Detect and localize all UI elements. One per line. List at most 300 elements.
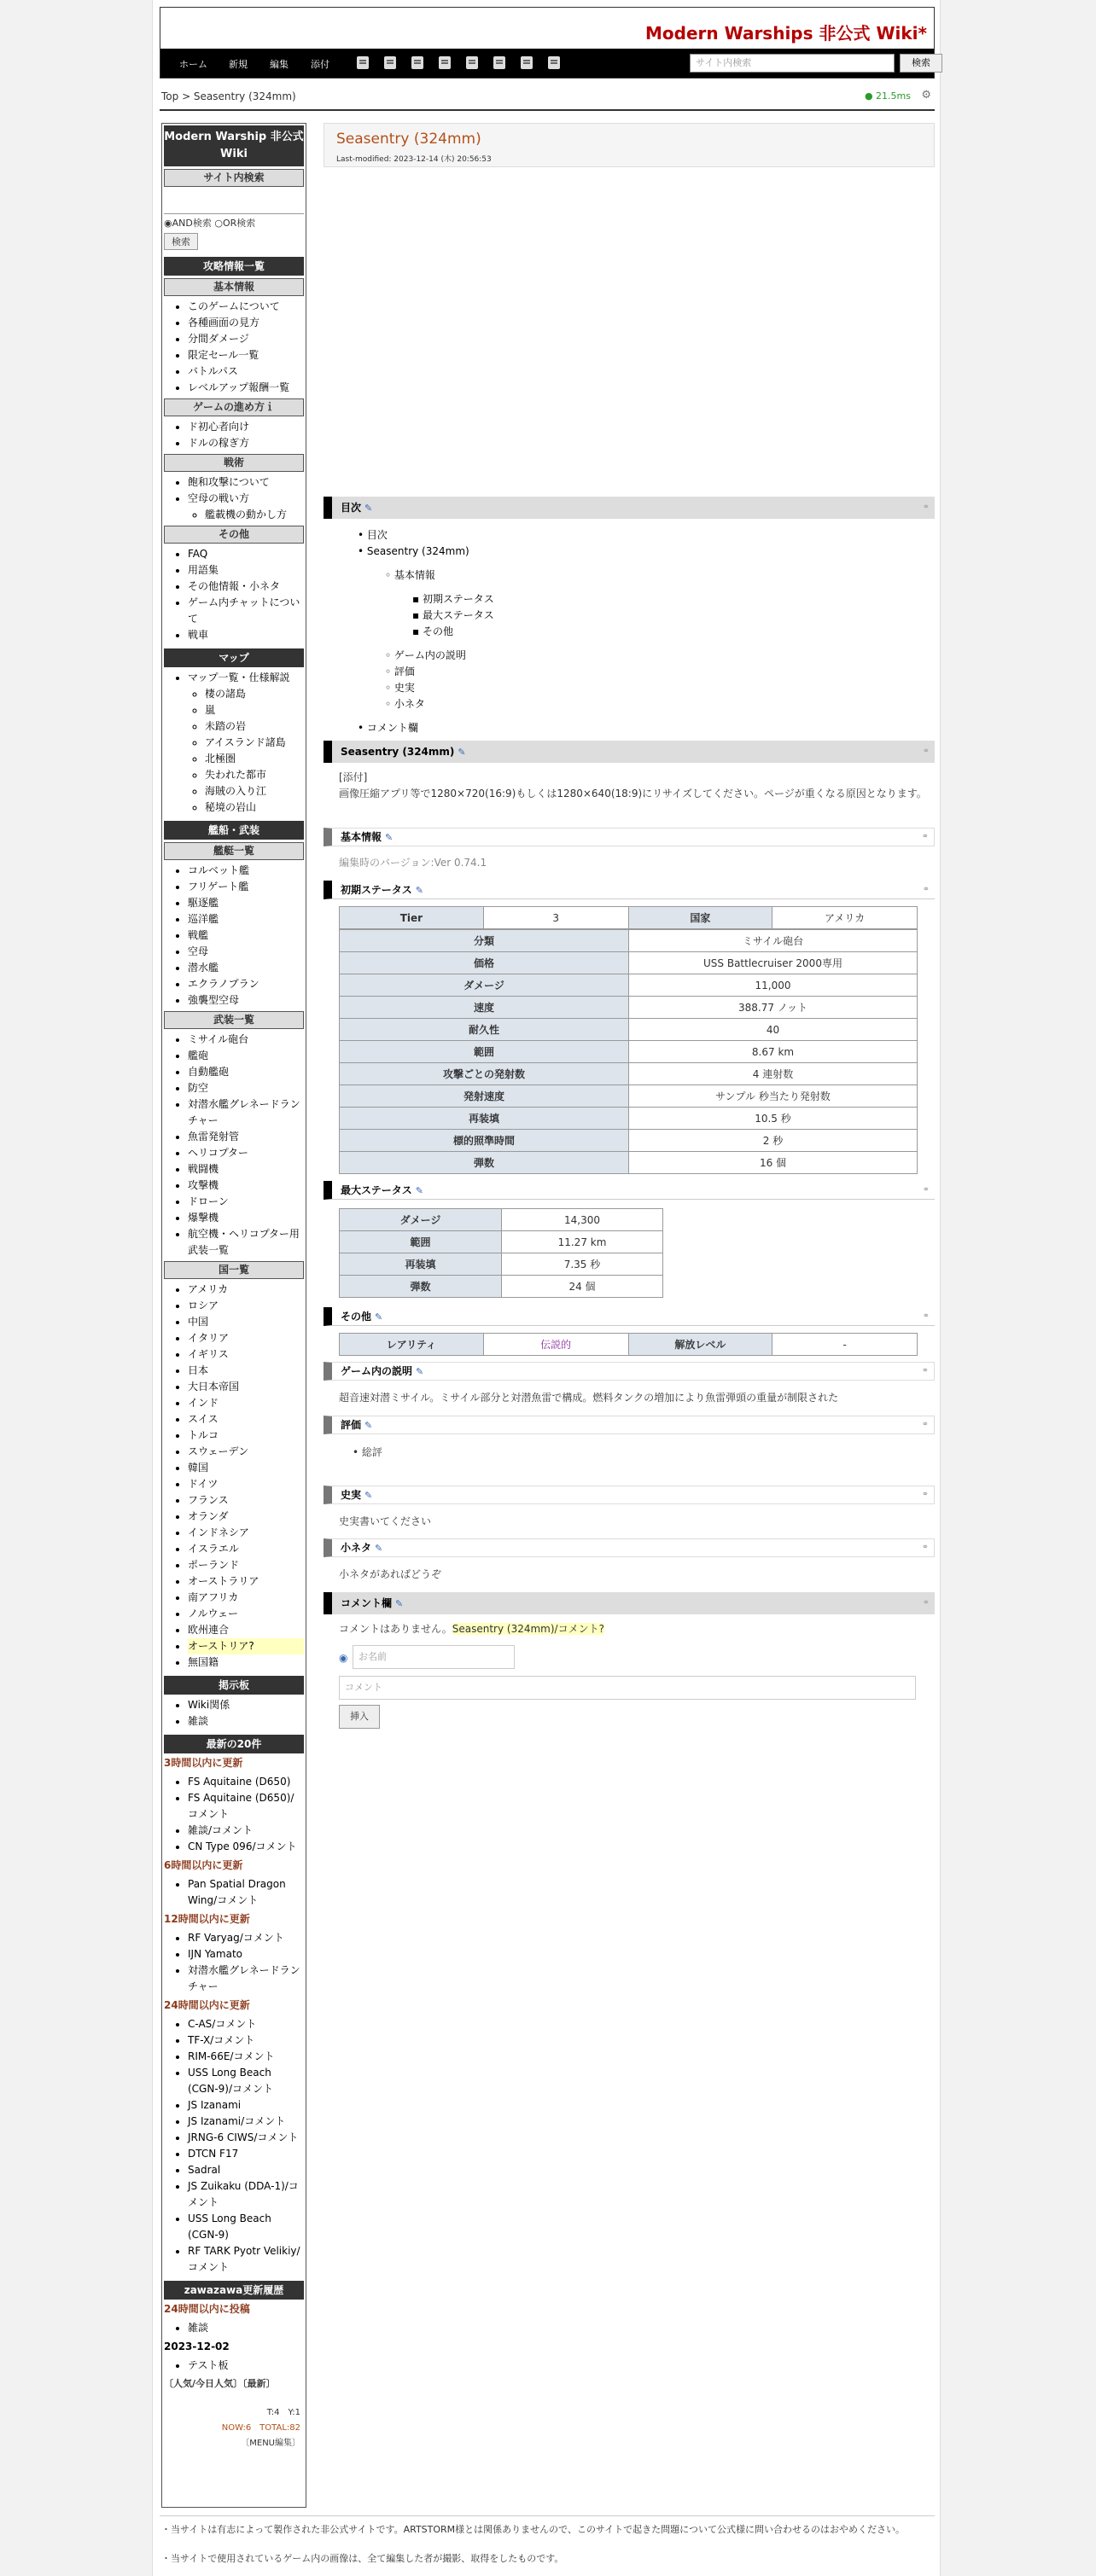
list-item[interactable]: • FS Aquitaine (D650)/コメント xyxy=(188,1790,304,1823)
desc-heading xyxy=(324,1362,935,1381)
table-header: 範囲 xyxy=(340,1041,629,1063)
comment-heading-label: コメント欄 xyxy=(341,1597,393,1609)
ships-title[interactable]: 艦船・武装 xyxy=(164,821,304,840)
table-header: 再装填 xyxy=(340,1253,502,1276)
init-heading-label: 初期ステータス xyxy=(341,884,412,896)
table-cell: 8.67 km xyxy=(629,1041,918,1063)
edit-icon[interactable]: ✎ xyxy=(458,747,466,758)
eval-item: • 総評 xyxy=(353,1446,382,1458)
no-comment xyxy=(339,1621,604,1637)
table-cell: 16 個 xyxy=(629,1152,918,1174)
section-heading xyxy=(324,741,935,763)
anchor-icon[interactable]: ⚭ xyxy=(921,1490,929,1499)
toc-item-label[interactable]: 史実 xyxy=(394,682,415,694)
init-heading xyxy=(324,881,935,899)
footer-divider xyxy=(160,2515,935,2516)
recent-heading: 24時間以内に更新 xyxy=(164,1999,250,2011)
list-item[interactable]: • ドローン xyxy=(188,1194,304,1210)
list-item[interactable]: • 防空 xyxy=(188,1080,304,1096)
table-header: 弾数 xyxy=(340,1276,502,1298)
trivia-text: 小ネタがあればどうぞ xyxy=(339,1568,442,1580)
list-item[interactable]: • Sadral xyxy=(188,2162,304,2178)
desc-heading-label: ゲーム内の説明 xyxy=(341,1365,413,1377)
search-tool-icon[interactable] xyxy=(521,56,533,69)
nav-edit[interactable]: 編集 xyxy=(270,59,289,70)
list-item[interactable]: • IJN Yamato xyxy=(188,1946,304,1963)
list-item[interactable]: • 雑談 xyxy=(188,2320,304,2336)
table-cell: アメリカ xyxy=(772,907,918,929)
toc-item-label[interactable]: 目次 xyxy=(366,529,388,541)
list-item[interactable]: • Pan Spatial Dragon Wing/コメント xyxy=(188,1876,304,1909)
table-header: 解放レベル xyxy=(628,1334,772,1356)
list-item[interactable]: • イスラエル xyxy=(188,1541,304,1557)
toc-item[interactable]: ▪ 初期ステータス xyxy=(412,593,494,605)
table-cell: - xyxy=(772,1334,918,1356)
sidebar-search-button[interactable]: 検索 xyxy=(164,233,198,250)
toc-item[interactable]: • Seasentry (324mm) xyxy=(358,545,469,557)
list-item[interactable]: • オーストラリア xyxy=(188,1573,304,1590)
list-item[interactable]: • 日本 xyxy=(188,1363,304,1379)
toc-item-label[interactable]: 初期ステータス xyxy=(422,593,494,605)
list-item[interactable]: • Wiki関係 xyxy=(188,1697,304,1713)
trivia-heading xyxy=(324,1538,935,1557)
table-header: Tier xyxy=(340,907,484,929)
table-header: 範囲 xyxy=(340,1231,502,1253)
list-item[interactable]: • コルベット艦 xyxy=(188,863,304,879)
list-item[interactable]: • ミサイル砲台 xyxy=(188,1032,304,1048)
list-item[interactable]: • オーストリア? xyxy=(188,1638,304,1654)
anchor-icon[interactable]: ⚭ xyxy=(922,747,930,756)
basic-list xyxy=(188,299,304,396)
max-heading-label: 最大ステータス xyxy=(341,1184,412,1196)
sidebar-search-label: サイト内検索 xyxy=(164,169,304,187)
edit-icon[interactable]: ✎ xyxy=(415,885,423,896)
list-item[interactable]: • 自動艦砲 xyxy=(188,1064,304,1080)
other-list xyxy=(188,546,304,643)
comment-heading xyxy=(324,1592,935,1614)
list-item[interactable]: • USS Long Beach (CGN-9)/コメント xyxy=(188,2065,304,2097)
recent-list xyxy=(188,1930,304,1995)
sidebar xyxy=(161,123,306,2508)
list-item xyxy=(188,491,304,523)
toc-item[interactable]: ◦ 史実 xyxy=(385,682,415,694)
diff-icon[interactable] xyxy=(411,56,423,69)
toc-item[interactable]: ◦ 小ネタ xyxy=(385,698,425,710)
basic-heading xyxy=(324,828,935,846)
list-item[interactable]: • 爆撃機 xyxy=(188,1210,304,1226)
list-item[interactable]: • 各種画面の見方 xyxy=(188,315,304,331)
nav-bar xyxy=(160,49,934,78)
recent-heading: 3時間以内に更新 xyxy=(164,1757,243,1769)
tactics-list xyxy=(188,474,304,523)
table-cell: 388.77 ノット xyxy=(629,997,918,1019)
list-item[interactable]: • 巡洋艦 xyxy=(188,911,304,927)
list-item[interactable]: • 分間ダメージ xyxy=(188,331,304,347)
table-header: ダメージ xyxy=(340,974,629,997)
other-label: その他 xyxy=(164,526,304,544)
popular-links[interactable]: 〔人気/今日人気〕〔最新〕 xyxy=(164,2378,276,2389)
page-title[interactable]: Seasentry (324mm) xyxy=(336,131,481,148)
anchor-icon[interactable]: ⚭ xyxy=(922,1311,930,1321)
insert-button[interactable]: 挿入 xyxy=(339,1705,380,1729)
backup-icon[interactable] xyxy=(439,56,451,69)
toc-item[interactable]: ▪ 最大ステータス xyxy=(412,609,494,621)
footer-line: ・当サイトで使用されているゲーム内の画像は、全て編集した者が撮影、取得をしたものです。 xyxy=(161,2553,564,2564)
zawazawa-title: zawazawa更新履歴 xyxy=(164,2281,304,2300)
toc-item-label[interactable]: ゲーム内の説明 xyxy=(394,649,466,661)
list-item[interactable]: ◦ 秘境の岩山 xyxy=(205,800,304,816)
page-wrapper xyxy=(152,0,941,2576)
version-text: 編集時のバージョン:Ver 0.74.1 xyxy=(339,857,487,869)
list-item[interactable]: • イギリス xyxy=(188,1346,304,1363)
edit-icon[interactable]: ✎ xyxy=(364,1420,373,1431)
recent-title: 最新の20件 xyxy=(164,1735,304,1753)
history-text: 史実書いてください xyxy=(339,1515,432,1527)
table-cell: サンプル 秒当たり発射数 xyxy=(629,1085,918,1108)
table-row xyxy=(340,952,918,974)
other-heading-label: その他 xyxy=(341,1311,372,1323)
eval-heading-label: 評価 xyxy=(341,1419,362,1431)
toc-item[interactable]: • 目次 xyxy=(358,529,388,541)
table-row xyxy=(340,1276,663,1298)
toc-item[interactable]: ◦ ゲーム内の説明 xyxy=(385,649,466,661)
other-heading xyxy=(324,1307,935,1326)
list-item[interactable]: • エクラノプラン xyxy=(188,976,304,992)
nations-list xyxy=(188,1282,304,1671)
anchor-icon[interactable]: ⚭ xyxy=(922,1598,930,1608)
max-heading xyxy=(324,1181,935,1200)
table-row xyxy=(340,1041,918,1063)
sidebar-search-input[interactable] xyxy=(164,192,304,214)
list-item[interactable]: • 中国 xyxy=(188,1314,304,1330)
toc-item-label[interactable]: その他 xyxy=(422,625,453,637)
weapons-list xyxy=(188,1032,304,1259)
recent-list xyxy=(188,2016,304,2276)
or-label: OR検索 xyxy=(222,218,256,229)
table-row xyxy=(340,1019,918,1041)
recent-heading: 24時間以内に投稿 xyxy=(164,2303,250,2315)
table-header: 価格 xyxy=(340,952,629,974)
list-item[interactable]: • JS Izanami xyxy=(188,2097,304,2114)
counter-total: NOW:6 TOTAL:82 xyxy=(221,2423,300,2433)
nav-new[interactable]: 新規 xyxy=(229,59,248,70)
list-item xyxy=(188,670,304,816)
list-item[interactable]: • 雑談/コメント xyxy=(188,1823,304,1839)
list-item[interactable]: • インドネシア xyxy=(188,1525,304,1541)
list-item[interactable]: • 対潜水艦グレネードランチャー xyxy=(188,1963,304,1995)
eval-item-label: 総評 xyxy=(361,1446,382,1458)
table-row xyxy=(340,930,918,952)
edit-icon[interactable]: ✎ xyxy=(364,503,373,514)
list-item[interactable]: • JS Izanami/コメント xyxy=(188,2114,304,2130)
list-item[interactable]: • 用語集 xyxy=(188,562,304,579)
list-item[interactable]: • 南アフリカ xyxy=(188,1590,304,1606)
anchor-icon[interactable]: ⚭ xyxy=(921,1420,929,1429)
table-header: ダメージ xyxy=(340,1209,502,1231)
title-box xyxy=(324,123,935,167)
desc-text: 超音速対潜ミサイル。ミサイル部分と対潜魚雷で構成。燃料タンクの増加により魚雷弾頭の重量が制限された xyxy=(339,1392,839,1404)
table-cell: 伝説的 xyxy=(483,1334,628,1356)
toc-item[interactable]: • コメント欄 xyxy=(358,722,418,734)
basic-label: 基本情報 xyxy=(164,278,304,296)
nav-home[interactable]: ホーム xyxy=(179,59,207,70)
toc-item[interactable]: ▪ その他 xyxy=(412,625,453,637)
list-item[interactable]: • 対潜水艦グレネードランチャー xyxy=(188,1096,304,1129)
recent-heading: 12時間以内に更新 xyxy=(164,1913,250,1925)
list-item[interactable]: • 艦砲 xyxy=(188,1048,304,1064)
list-item[interactable]: • 強襲型空母 xyxy=(188,992,304,1009)
list-item[interactable]: • C-AS/コメント xyxy=(188,2016,304,2032)
name-field[interactable]: お名前 xyxy=(353,1645,515,1669)
list-item[interactable]: • 無国籍 xyxy=(188,1654,304,1671)
list-item[interactable]: • アメリカ xyxy=(188,1282,304,1298)
list-item[interactable]: • 限定セール一覧 xyxy=(188,347,304,363)
map-title[interactable]: マップ xyxy=(164,648,304,667)
nations-label: 国一覧 xyxy=(164,1261,304,1279)
breadcrumb[interactable]: Top > Seasentry (324mm) xyxy=(161,90,296,102)
help-icon[interactable] xyxy=(548,56,560,69)
list-icon[interactable] xyxy=(466,56,478,69)
guide-title[interactable]: 攻略情報一覧 xyxy=(164,257,304,276)
list-item[interactable]: • 欧州連合 xyxy=(188,1622,304,1638)
list-item[interactable]: • FAQ xyxy=(188,546,304,562)
table-row xyxy=(340,1209,663,1231)
table-header: 分類 xyxy=(340,930,629,952)
name-radio[interactable]: ◉ xyxy=(339,1652,348,1664)
site-title[interactable]: Modern Warships 非公式 Wiki* xyxy=(645,23,927,44)
anchor-icon[interactable]: ⚭ xyxy=(922,503,930,512)
history-heading-label: 史実 xyxy=(341,1489,362,1501)
trivia-heading-label: 小ネタ xyxy=(341,1542,372,1554)
comment-link[interactable]: Seasentry (324mm)/コメント? xyxy=(452,1623,604,1635)
history-heading xyxy=(324,1486,935,1504)
list-item[interactable]: • FS Aquitaine (D650) xyxy=(188,1774,304,1790)
list-item[interactable]: • ドイツ xyxy=(188,1476,304,1492)
recent-icon[interactable] xyxy=(493,56,505,69)
edit-icon[interactable]: ✎ xyxy=(385,832,394,843)
toc-item[interactable]: ◦ 基本情報 xyxy=(385,569,435,581)
toc-heading xyxy=(324,497,935,519)
list-item[interactable]: ◦ 海賊の入り江 xyxy=(205,783,304,800)
list-item[interactable]: • RF TARK Pyotr Velikiy/コメント xyxy=(188,2243,304,2276)
table-row xyxy=(340,1108,918,1130)
last-modified: Last-modified: 2023-12-14 (木) 20:56:53 xyxy=(336,155,492,164)
list-item[interactable]: • 潜水艦 xyxy=(188,960,304,976)
list-item[interactable]: • ポーランド xyxy=(188,1557,304,1573)
list-item[interactable]: • テスト板 xyxy=(188,2358,304,2374)
table-header: 再装填 xyxy=(340,1108,629,1130)
toc-item[interactable]: ◦ 評価 xyxy=(385,666,415,677)
anchor-icon[interactable]: ⚭ xyxy=(921,832,929,841)
table-cell: 3 xyxy=(483,907,628,929)
site-header xyxy=(160,7,935,79)
table-cell: 14,300 xyxy=(502,1209,663,1231)
table-cell: USS Battlecruiser 2000専用 xyxy=(629,952,918,974)
sidebar-title[interactable]: Modern Warship 非公式 Wiki xyxy=(164,125,304,166)
table-cell: 11,000 xyxy=(629,974,918,997)
list-item[interactable]: • 戦艦 xyxy=(188,927,304,944)
nav-attach[interactable]: 添付 xyxy=(311,59,329,70)
table-cell: ミサイル砲台 xyxy=(629,930,918,952)
list-item[interactable]: • レベルアップ報酬一覧 xyxy=(188,380,304,396)
list-item-label[interactable]: 空母の戦い方 xyxy=(188,492,250,504)
footer-line: ・当サイトは有志によって製作された非公式サイトです。ARTSTORM様とは関係ありませんので、このサイトで起きた問題について公式様に問い合わせるのはおやめください。 xyxy=(161,2524,905,2535)
edit-icon[interactable]: ✎ xyxy=(364,1490,373,1501)
edit-icon[interactable]: ✎ xyxy=(415,1185,423,1196)
list-item[interactable]: • トルコ xyxy=(188,1428,304,1444)
recent-heading: 6時間以内に更新 xyxy=(164,1859,243,1871)
table-cell: 7.35 秒 xyxy=(502,1253,663,1276)
list-item[interactable]: • このゲームについて xyxy=(188,299,304,315)
toc-item-label[interactable]: コメント欄 xyxy=(366,722,418,734)
table-header: 標的照準時間 xyxy=(340,1130,629,1152)
list-item[interactable]: • 戦闘機 xyxy=(188,1161,304,1178)
toc-item-label[interactable]: 基本情報 xyxy=(394,569,435,581)
main-content xyxy=(324,123,935,1722)
toc-item-label[interactable]: 評価 xyxy=(394,666,415,677)
basic-heading-label: 基本情報 xyxy=(341,831,382,843)
list-item[interactable]: ◦ 北極圏 xyxy=(205,751,304,767)
anchor-icon[interactable]: ⚭ xyxy=(921,1543,929,1552)
table-cell: 24 個 xyxy=(502,1276,663,1298)
list-item[interactable]: • その他情報・小ネタ xyxy=(188,579,304,595)
list-item[interactable]: • ゲーム内チャットについて xyxy=(188,595,304,627)
board-title[interactable]: 掲示板 xyxy=(164,1676,304,1695)
header-divider xyxy=(160,109,935,111)
table-header: 発射速度 xyxy=(340,1085,629,1108)
list-item[interactable]: • ヘリコプター xyxy=(188,1145,304,1161)
list-item[interactable]: • オランダ xyxy=(188,1509,304,1525)
list-item[interactable]: • USS Long Beach (CGN-9) xyxy=(188,2211,304,2243)
list-item[interactable]: • バトルパス xyxy=(188,363,304,380)
list-item[interactable]: • 魚雷発射管 xyxy=(188,1129,304,1145)
ships-list xyxy=(188,863,304,1009)
tactics-label: 戦術 xyxy=(164,454,304,472)
list-item[interactable]: • スウェーデン xyxy=(188,1444,304,1460)
search-input[interactable]: サイト内検索 xyxy=(690,54,895,73)
table-row xyxy=(340,907,918,929)
table-cell: 4 連射数 xyxy=(629,1063,918,1085)
attach-note: 画像圧縮アプリ等で1280×720(16:9)もしくは1280×640(18:9)にリサイズしてください。ページが重くなる原因となります。 xyxy=(339,788,927,800)
gear-icon[interactable]: ⚙ xyxy=(921,89,931,102)
list-item[interactable]: • 大日本帝国 xyxy=(188,1379,304,1395)
progress-label: ゲームの進め方ｉ xyxy=(164,398,304,416)
map-list xyxy=(188,670,304,816)
list-item[interactable]: ◦ 未踏の岩 xyxy=(205,718,304,735)
anchor-icon[interactable]: ⚭ xyxy=(922,1185,930,1195)
counter-today: T:4 Y:1 xyxy=(266,2408,300,2417)
and-label: AND検索 xyxy=(172,218,212,229)
table-header: 国家 xyxy=(628,907,772,929)
table-cell: 10.5 秒 xyxy=(629,1108,918,1130)
toc-item-label[interactable]: 最大ステータス xyxy=(422,609,494,621)
list-item[interactable]: • CN Type 096/コメント xyxy=(188,1839,304,1855)
list-item-label[interactable]: マップ一覧・仕様解説 xyxy=(188,672,290,683)
attach-link[interactable]: [添付] xyxy=(339,771,368,783)
weapons-label: 武装一覧 xyxy=(164,1011,304,1029)
list-item[interactable]: ◦ 艦載機の動かし方 xyxy=(205,507,304,523)
table-cell: 2 秒 xyxy=(629,1130,918,1152)
table-header: レアリティ xyxy=(340,1334,484,1356)
and-radio[interactable]: ◉ xyxy=(164,218,172,229)
list-item[interactable]: ◦ 棲の諸島 xyxy=(205,686,304,702)
list-item[interactable]: • イタリア xyxy=(188,1330,304,1346)
no-comment-text: コメントはありません。 xyxy=(339,1623,452,1635)
table-row xyxy=(340,1085,918,1108)
list-item[interactable]: • ノルウェー xyxy=(188,1606,304,1622)
list-item[interactable]: • JS Zuikaku (DDA-1)/コメント xyxy=(188,2178,304,2211)
progress-list xyxy=(188,419,304,451)
anchor-icon[interactable]: ⚭ xyxy=(921,1366,929,1375)
table-row xyxy=(340,1334,918,1356)
toc-heading-label: 目次 xyxy=(341,502,362,514)
list-item[interactable]: • 韓国 xyxy=(188,1460,304,1476)
table-header: 速度 xyxy=(340,997,629,1019)
list-item[interactable]: ◦ アイスランド諸島 xyxy=(205,735,304,751)
list-item[interactable]: • ド初心者向け xyxy=(188,419,304,435)
copy-icon[interactable] xyxy=(357,56,369,69)
table-row xyxy=(340,1231,663,1253)
list-item[interactable]: • TF-X/コメント xyxy=(188,2032,304,2049)
list-item[interactable]: • フリゲート艦 xyxy=(188,879,304,895)
list-item[interactable]: • DTCN F17 xyxy=(188,2146,304,2162)
list-item[interactable]: • 航空機・ヘリコプター用武装一覧 xyxy=(188,1226,304,1259)
section-heading-label: Seasentry (324mm) xyxy=(341,746,455,758)
list-item[interactable]: • フランス xyxy=(188,1492,304,1509)
date-list xyxy=(188,2358,304,2374)
list-item[interactable]: • スイス xyxy=(188,1411,304,1428)
edit-icon[interactable]: ✎ xyxy=(375,1543,383,1554)
comment-field[interactable]: コメント xyxy=(339,1676,916,1700)
list-item[interactable]: • ロシア xyxy=(188,1298,304,1314)
list-item[interactable]: • 雑談 xyxy=(188,1713,304,1730)
table-cell: 40 xyxy=(629,1019,918,1041)
table-row xyxy=(340,1152,918,1174)
table-row xyxy=(340,1253,663,1276)
list-item[interactable]: • 戦車 xyxy=(188,627,304,643)
or-radio[interactable]: ○ xyxy=(214,218,223,229)
other-table-wrap xyxy=(339,1333,918,1356)
edit-icon[interactable]: ✎ xyxy=(375,1311,383,1323)
search-button[interactable]: 検索 xyxy=(900,54,942,73)
menu-edit-link[interactable]: 〔MENU編集〕 xyxy=(241,2439,300,2448)
list-item[interactable]: • 空母 xyxy=(188,944,304,960)
render-time: ● 21.5ms xyxy=(864,90,911,102)
list-item[interactable]: • RF Varyag/コメント xyxy=(188,1930,304,1946)
date-heading: 2023-12-02 xyxy=(164,2340,230,2352)
ships-label: 艦艇一覧 xyxy=(164,842,304,860)
edit-icon[interactable]: ✎ xyxy=(416,1366,424,1377)
anchor-icon[interactable]: ⚭ xyxy=(922,885,930,894)
list-item[interactable]: • 駆逐艦 xyxy=(188,895,304,911)
board-list xyxy=(188,1697,304,1730)
table-header: 耐久性 xyxy=(340,1019,629,1041)
rename-icon[interactable] xyxy=(384,56,396,69)
list-item[interactable]: • 飽和攻撃について xyxy=(188,474,304,491)
toc-item-label[interactable]: Seasentry (324mm) xyxy=(366,545,469,557)
list-item[interactable]: • JRNG-6 CIWS/コメント xyxy=(188,2130,304,2146)
max-table xyxy=(339,1208,663,1298)
toc-item-label[interactable]: 小ネタ xyxy=(394,698,425,710)
render-time-value: 21.5ms xyxy=(876,90,911,102)
list-item[interactable]: ◦ 失われた都市 xyxy=(205,767,304,783)
list-item[interactable]: • ドルの稼ぎ方 xyxy=(188,435,304,451)
edit-icon[interactable]: ✎ xyxy=(395,1598,404,1609)
list-item[interactable]: • インド xyxy=(188,1395,304,1411)
list-item[interactable]: • 攻撃機 xyxy=(188,1178,304,1194)
list-item[interactable]: ◦ 嵐 xyxy=(205,702,304,718)
list-item[interactable]: • RIM-66E/コメント xyxy=(188,2049,304,2065)
